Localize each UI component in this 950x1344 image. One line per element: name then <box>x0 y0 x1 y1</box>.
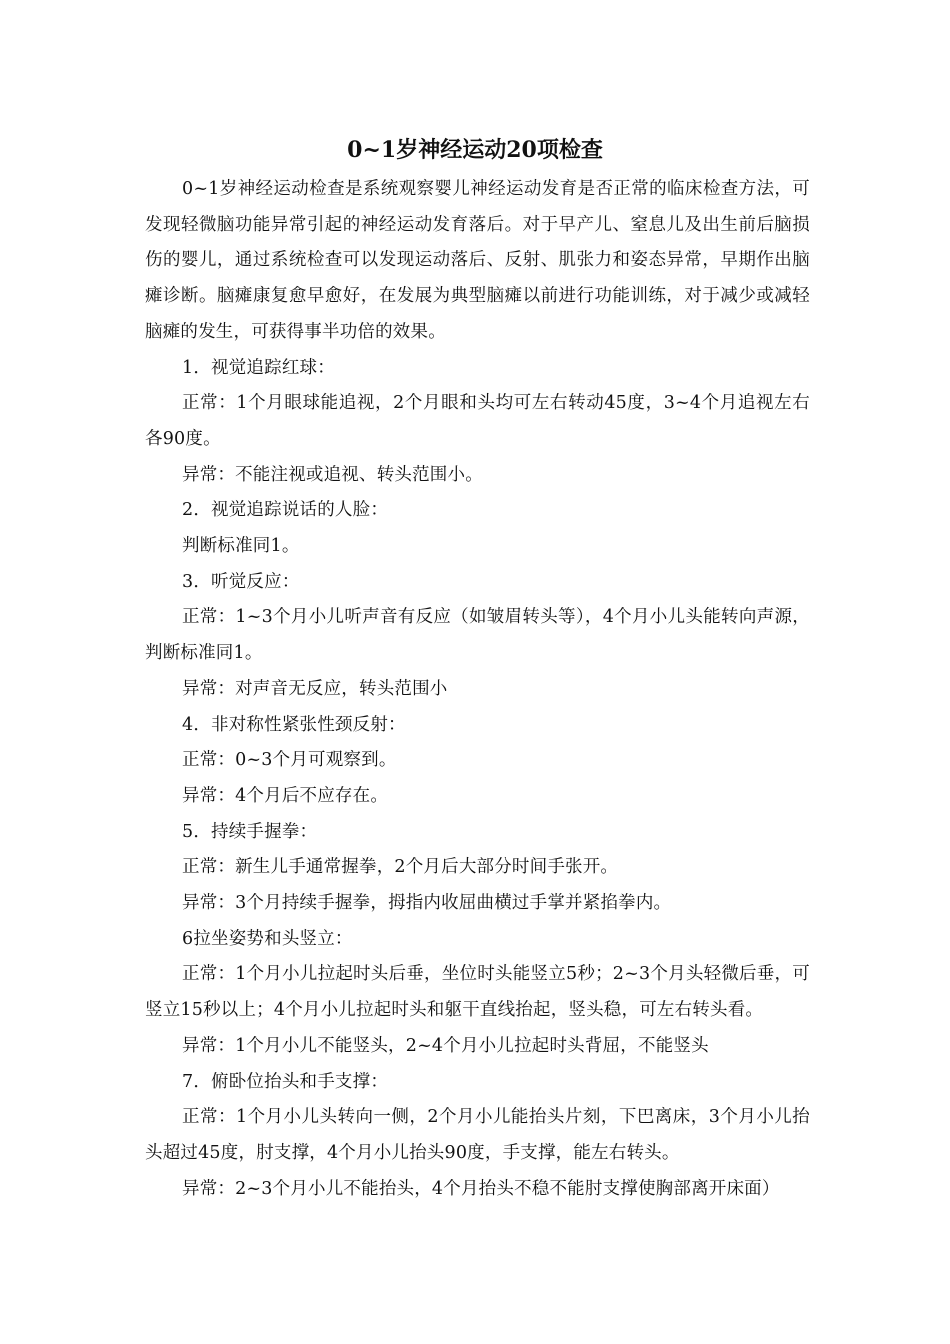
item-3-normal: 正常：1~3个月小儿听声音有反应（如皱眉转头等），4个月小儿头能转向声源，判断标准同1。 <box>145 607 810 664</box>
item-4-abnormal: 异常：4个月后不应存在。 <box>182 785 389 806</box>
document-body <box>145 172 810 1207</box>
item-6-normal: 正常：1个月小儿拉起时头后垂，坐位时头能竖立5秒；2~3个月头轻微后垂，可竖立15秒以上；4个月小儿拉起时头和躯干直线抬起，竖头稳，可左右转头看。 <box>145 964 810 1021</box>
item-7-abnormal: 异常：2~3个月小儿不能抬头，4个月抬头不稳不能肘支撑使胸部离开床面） <box>182 1178 780 1199</box>
item-5-heading: 5．持续手握拳： <box>182 821 318 842</box>
item-7-heading: 7．俯卧位抬头和手支撑： <box>182 1071 389 1092</box>
item-3-heading: 3．听觉反应： <box>182 571 300 592</box>
item-2-heading: 2．视觉追踪说话的人脸： <box>182 500 389 521</box>
item-5-abnormal: 异常：3个月持续手握拳，拇指内收屈曲横过手掌并紧掐拳内。 <box>182 893 672 914</box>
item-1-abnormal: 异常：不能注视或追视、转头范围小。 <box>182 464 483 485</box>
item-7-normal: 正常：1个月小儿头转向一侧，2个月小儿能抬头片刻，下巴离床，3个月小儿抬头超过45度，肘支撑，4个月小儿抬头90度，手支撑，能左右转头。 <box>145 1107 810 1163</box>
item-6-abnormal: 异常：1个月小儿不能竖头，2~4个月小儿拉起时头背屈，不能竖头 <box>182 1035 709 1056</box>
item-2-criteria: 判断标准同1。 <box>182 536 300 557</box>
item-3-abnormal: 异常：对声音无反应，转头范围小 <box>182 678 448 699</box>
item-1-heading: 1．视觉追踪红球： <box>182 357 335 378</box>
item-6-heading: 6拉坐姿势和头竖立： <box>182 928 353 949</box>
page-title: 0~1岁神经运动20项检查 <box>347 137 603 163</box>
item-4-heading: 4．非对称性紧张性颈反射： <box>182 714 406 735</box>
item-5-normal: 正常：新生儿手通常握拳，2个月后大部分时间手张开。 <box>182 857 619 878</box>
intro-paragraph: 0~1岁神经运动检查是系统观察婴儿神经运动发育是否正常的临床检查方法，可发现轻微脑功能异常引起的神经运动发育落后。对于早产儿、窒息儿及出生前后脑损伤的婴儿，通过系统检查可以发现运动落后、反射、肌张力和姿态异常，早期作出脑瘫诊断。脑瘫康复愈早愈好，在发展为典型脑瘫以前进行功能训练，对于减少或减轻脑瘫的发生，可获得事半功倍的效果。 <box>145 179 810 342</box>
item-4-normal: 正常：0~3个月可观察到。 <box>182 750 397 771</box>
item-1-normal: 正常：1个月眼球能追视，2个月眼和头均可左右转动45度，3~4个月追视左右各90度。 <box>145 393 810 449</box>
